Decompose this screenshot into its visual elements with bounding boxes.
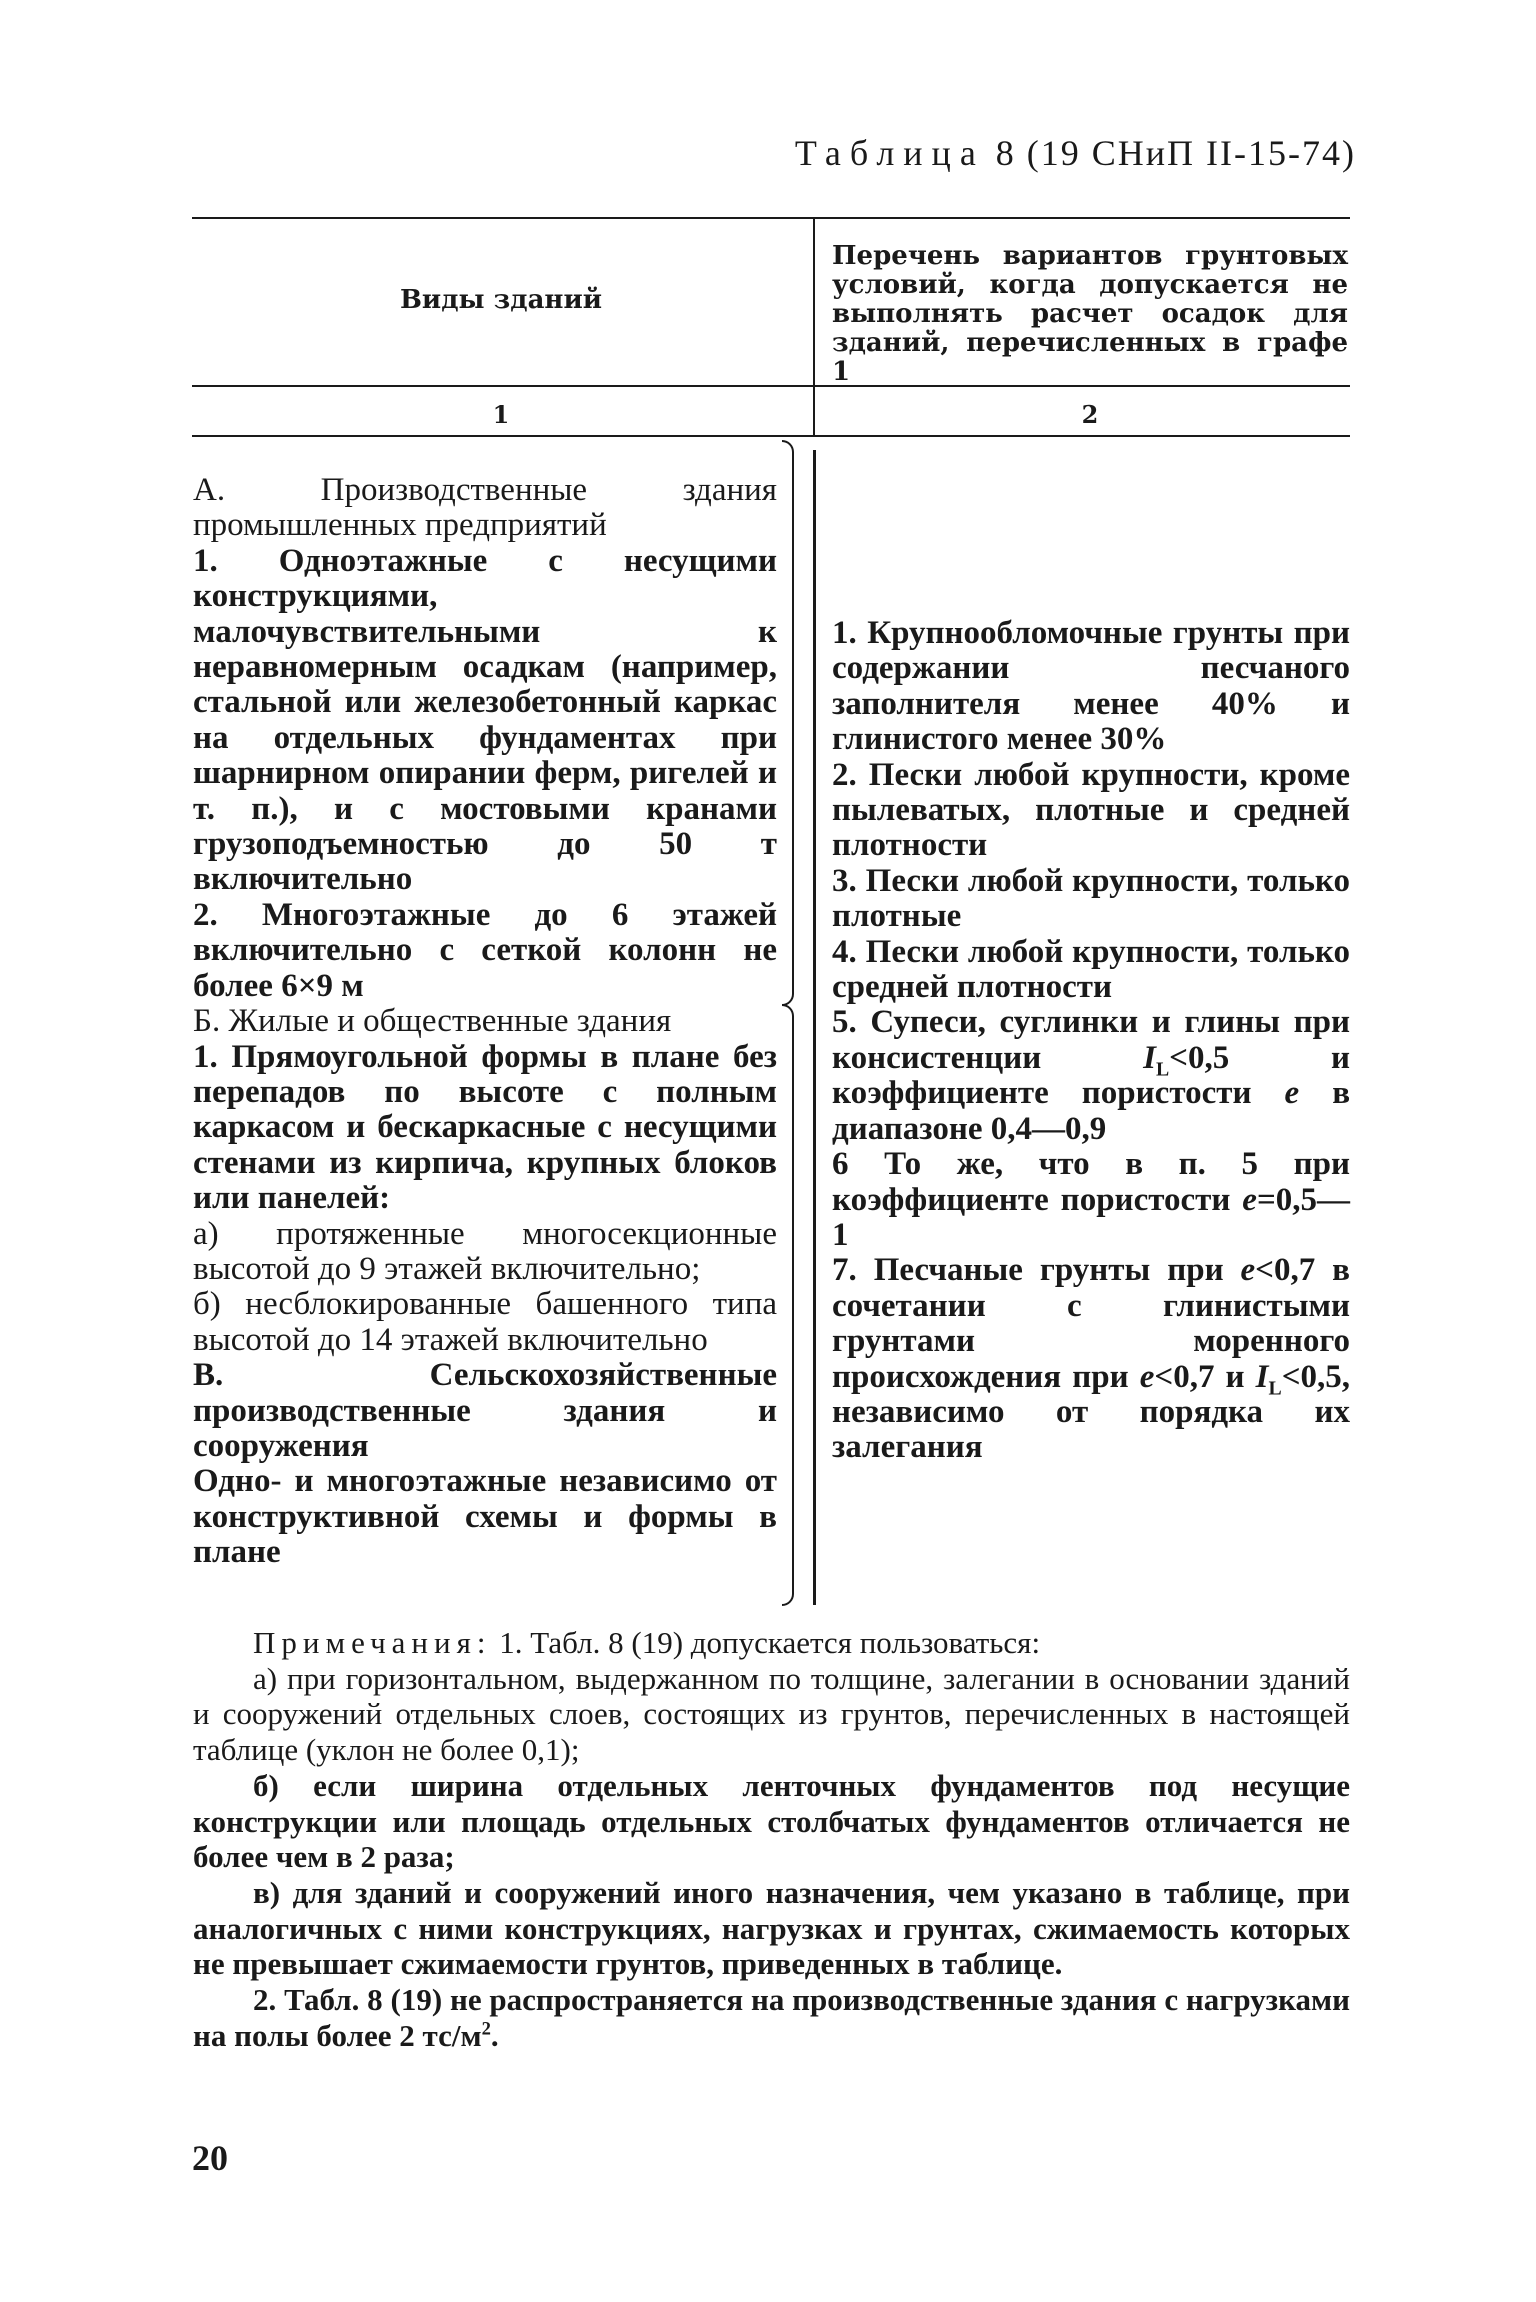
brace-upper: [782, 440, 794, 1006]
page-number: 20: [192, 2138, 228, 2178]
section-a-item-2: 2. Многоэтажные до 6 этажей включительно с сеткой колонн не более 6×9 м: [193, 896, 777, 1004]
note-2-text: 2. Табл. 8 (19) не распространяется на производственные здания с нагрузками на полы более 2 тс/м: [193, 1982, 1350, 2053]
table-top-rule: [192, 217, 1350, 219]
consistency-symbol: I: [1255, 1358, 1269, 1395]
section-b-heading: Б. Жилые и общественные здания: [193, 1003, 672, 1040]
soil-item-7-middle-2: <0,7 и: [1154, 1358, 1245, 1395]
column-header-2: Перечень вариантов грунтовых условий, когда допускается не выполнять расчет осадок для зданий, перечисленных в графе 1: [832, 241, 1348, 387]
soil-item-7-start: 7. Песчаные грунты при: [832, 1252, 1224, 1289]
section-b-item-1: 1. Прямоугольной формы в плане без перепадов по высоте с полным каркасом и бескаркасные с несущими стенами из кирпича, крупных блоков или панелей:: [193, 1038, 777, 1217]
note-2-end: .: [490, 2017, 499, 2053]
soil-item-7-middle-1: <0,7 в сочетании с глинистыми грунтами моренного происхождения при: [832, 1252, 1350, 1395]
soil-item-5-end: в диапазоне 0,4—0,9: [832, 1075, 1351, 1147]
soil-item-5-middle: <0,5 и коэффициенте пористости: [832, 1039, 1350, 1112]
column-number-2: 2: [1081, 400, 1099, 429]
soil-item-7-end: <0,5, независимо от порядка их залегания: [832, 1358, 1351, 1466]
soil-item-4: 4. Пески любой крупности, только средней плотности: [832, 933, 1350, 1006]
porosity-symbol: e: [1242, 1181, 1257, 1218]
building-types-column: [193, 473, 777, 1571]
section-a-item-1: 1. Одноэтажные с несущими конструкциями, малочувствительными к неравномерным осадкам (например, стальной или железобетонный каркас на отдельных фундаментах при шарнирном опирании ферм, ригелей и т. п.), и с мостовыми кранами грузоподъемностью до 50 т включительно: [193, 542, 777, 898]
section-v-text: Одно- и многоэтажные независимо от конструктивной схемы и формы в плане: [193, 1463, 777, 1571]
table-caption: [795, 132, 1356, 174]
note-1-intro-text: 1. Табл. 8 (19) допускается пользоваться:: [499, 1625, 1041, 1660]
soil-item-6-start: 6 То же, что в п. 5 при коэффициенте пористости: [832, 1146, 1350, 1218]
notes-block: [193, 1625, 1350, 2053]
column-number-1: 1: [492, 400, 510, 429]
consistency-subscript: L: [1155, 1058, 1170, 1081]
porosity-symbol: e: [1139, 1358, 1155, 1395]
soil-item-3: 3. Пески любой крупности, только плотные: [832, 862, 1350, 935]
consistency-symbol: I: [1143, 1039, 1156, 1076]
note-1a: а) при горизонтальном, выдержанном по толщине, залегании в основании зданий и сооружений отдельных слоев, состоящих из грунтов, перечисленных в настоящей таблице (уклон не более 0,1);: [193, 1660, 1350, 1768]
column-header-1: Виды зданий: [399, 285, 603, 315]
soil-item-5-start: 5. Супеси, суглинки и глины при консистенции: [832, 1004, 1350, 1076]
section-b-item-1a: а) протяженные многосекционные высотой до 9 этажей включительно;: [193, 1215, 777, 1287]
section-a-heading: А. Производственные здания промышленных предприятий: [193, 472, 777, 544]
table-caption-ref: 8 (19 СНиП II-15-74): [995, 133, 1356, 173]
note-1b: б) если ширина отдельных ленточных фундаментов под несущие конструкции или площадь отдельных столбчатых фундаментов отличается не более чем в 2 раза;: [193, 1767, 1350, 1875]
note-2-superscript: 2: [481, 2018, 491, 2040]
soil-item-1: 1. Крупнообломочные грунты при содержании песчаного заполнителя менее 40% и глинистого менее 30%: [832, 615, 1350, 758]
brace-lower: [782, 1004, 794, 1606]
header-column-divider: [813, 217, 815, 437]
soil-item-2: 2. Пески любой крупности, кроме пылеватых, плотные и средней плотности: [832, 756, 1350, 864]
soil-item-5: [832, 1005, 1350, 1147]
section-b-item-1b: б) несблокированные башенного типа высотой до 14 этажей включительно: [193, 1286, 777, 1358]
note-1v: в) для зданий и сооружений иного назначения, чем указано в таблице, при аналогичных с ними конструкциях, нагрузках и грунтах, сжимаемость которых не превышает сжимаемости грунтов, приведенных в таблице.: [193, 1874, 1350, 1982]
soil-item-6: [832, 1147, 1350, 1253]
soil-item-7: [832, 1253, 1350, 1465]
body-column-divider-inner: [815, 450, 816, 1605]
porosity-symbol: e: [1284, 1075, 1300, 1112]
note-1-intro: [193, 1625, 1350, 1661]
column-number-rule: [192, 435, 1350, 437]
soil-item-6-end: =0,5—1: [832, 1181, 1350, 1253]
section-v-heading: В. Сельскохозяйственные производственные здания и сооружения: [193, 1357, 777, 1464]
soil-conditions-column: [832, 616, 1350, 1466]
porosity-symbol: e: [1240, 1252, 1256, 1289]
consistency-subscript: L: [1268, 1377, 1282, 1400]
table-caption-label: Таблица: [794, 133, 985, 173]
notes-label: Примечания:: [253, 1625, 492, 1660]
note-2: [193, 1982, 1350, 2053]
